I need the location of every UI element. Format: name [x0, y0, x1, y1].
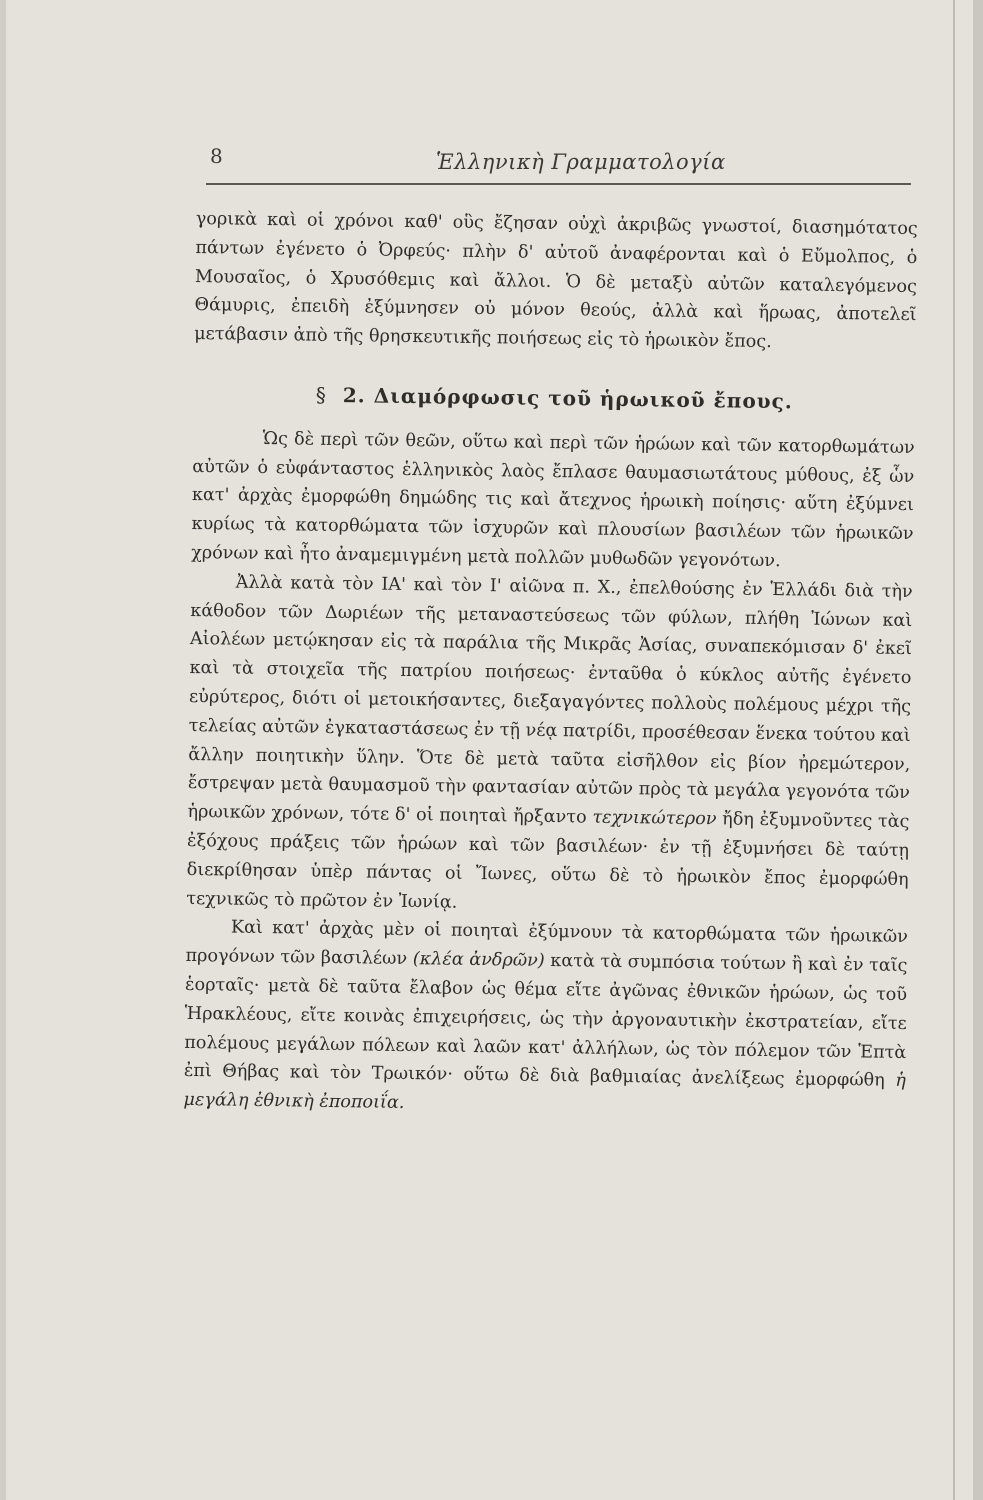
- section-heading: [193, 379, 915, 418]
- paragraph-3-start: Ἀλλὰ κατὰ τὸν ΙΑ' καὶ τὸν Ι' αἰῶνα π. Χ., ἐπελθούσης ἐν Ἑλλάδι διὰ τὴν κάθοδον τῶν Δωριέων τῆς μεταναστεύσεως τῶν φύλων, πλήθη Ἰώνων καὶ Αἰολέων μετῴκησαν εἰς τὰ παράλια τῆς Μικρᾶς Ἀσίας, συναπεκόμισαν δ' ἐκεῖ καὶ τὰ στοιχεῖα τῆς πατρίου ποιήσεως· ἐνταῦθα ὁ κύκλος αὐτῆς ἐγένετο εὐρύτερος, διότι οἱ μετοικήσαντες, διεξαγαγόντες πολλοὺς πολέμους μέχρι τῆς τελείας αὐτῶν ἐγκαταστάσεως ἐν τῇ νέᾳ πατρίδι, προσέθεσαν ἕνεκα τούτου καὶ ἄλλην ποιητικὴν ὕλην. Ὅτε δὲ μετὰ ταῦτα εἰσῆλθον εἰς βίον ἠρεμώτερον, ἔστρεψαν μετὰ θαυμασμοῦ τὴν φαντασίαν αὐτῶν πρὸς τὰ μεγάλα γεγονότα τῶν ἡρωικῶν χρόνων, τότε δ' οἱ ποιηταὶ ἤρξαντο: [187, 572, 913, 828]
- paragraph-3-italic: τεχνικώτερον: [592, 807, 717, 830]
- header-rule: [206, 183, 911, 185]
- paragraph-4-end: κατὰ τὰ συμπόσια τούτων ἢ καὶ ἐν ταῖς ἑορταῖς· μετὰ δὲ ταῦτα ἔλαβον ὡς θέμα εἴτε ἀγῶνας ἐθνικῶν ἡρώων, ὡς τοῦ Ἡρακλέους, εἴτε κοινὰς ἐπιχειρήσεις, ὡς τὴν ἀργοναυτικὴν ἐκστρατείαν, εἴτε πολέμους μεγάλων πόλεων καὶ λαῶν κατ' ἀλλήλων, ὡς τὸν πόλεμον τῶν Ἑπτὰ ἐπὶ Θήβας καὶ τὸν Τρωικόν· οὕτω δὲ διὰ βαθμιαίας ἀνελίξεως ἐμορφώθη: [183, 951, 908, 1092]
- paragraph-4: [183, 913, 908, 1125]
- section-number: 2.: [342, 383, 366, 408]
- paragraph-1: γορικὰ καὶ οἱ χρόνοι καθ' οὓς ἔζησαν οὐχὶ ἀκριβῶς γνωστοί, διασημότατος πάντων ἐγένετο ὁ Ὀρφεύς· πλὴν δ' αὐτοῦ ἀναφέρονται καὶ ὁ Εὔμολπος, ὁ Μουσαῖος, ὁ Χρυσόθεμις καὶ ἄλλοι. Ὁ δὲ μεταξὺ αὐτῶν καταλεγόμενος Θάμυρις, ἐπειδὴ ἐξύμνησεν οὐ μόνον θεούς, ἀλλὰ καὶ ἥρωας, ἀποτελεῖ μετάβασιν ἀπὸ τῆς θρησκευτικῆς ποιήσεως εἰς τὸ ἡρωικὸν ἔπος.: [194, 208, 918, 353]
- running-title: Ἑλληνικὴ Γραμματολογία: [436, 150, 726, 174]
- body-text: [183, 205, 918, 1125]
- section-title: Διαμόρφωσις τοῦ ἡρωικοῦ ἔπους.: [373, 383, 793, 414]
- paragraph-2: Ὡς δὲ περὶ τῶν θεῶν, οὕτω καὶ περὶ τῶν ἡρώων καὶ τῶν κατορθωμάτων αὐτῶν ὁ εὐφάνταστος ἑλληνικὸς λαὸς ἔπλασε θαυμασιωτάτους μύθους, ἐξ ὧν κατ' ἀρχὰς ἐμορφώθη δημώδης τις καὶ ἄτεχνος ἡρωικὴ ποίησις· αὕτη ἐξύμνει κυρίως τὰ κατορθώματα τῶν ἰσχυρῶν καὶ πλουσίων βασιλέων τῶν ἡρωικῶν χρόνων καὶ ἦτο ἀναμεμιγμένη μετὰ πολλῶν μυθωδῶν γεγονότων.: [191, 428, 915, 572]
- page-edge: [953, 0, 955, 1500]
- page-number: 8: [210, 144, 223, 168]
- paragraph-3-end: ἤδη ἐξυμνοῦντες τὰς ἐξόχους πράξεις τῶν ἡρώων καὶ τῶν βασιλέων· ἐν τῇ ἐξυμνήσει δὲ ταύτῃ διεκρίθησαν ὑπὲρ πάντας οἱ Ἴωνες, οὕτω δὲ τὸ ἡρωικὸν ἔπος ἐμορφώθη τεχνικῶς τὸ πρῶτον ἐν Ἰωνίᾳ.: [186, 809, 910, 913]
- page-header: [206, 140, 911, 182]
- paragraph-4-italic: (κλέα ἀνδρῶν): [412, 949, 545, 972]
- paragraph-3: [186, 568, 913, 924]
- section-mark: §: [315, 382, 328, 407]
- paragraph-4-start: Καὶ κατ' ἀρχὰς μὲν οἱ ποιηταὶ ἐξύμνουν τὰ κατορθώματα τῶν ἡρωικῶν προγόνων τῶν βασιλέων: [185, 917, 908, 970]
- paragraph-4-closing-italic: ἡ μεγάλη ἐθνικὴ ἐποποιΐα.: [183, 1071, 906, 1114]
